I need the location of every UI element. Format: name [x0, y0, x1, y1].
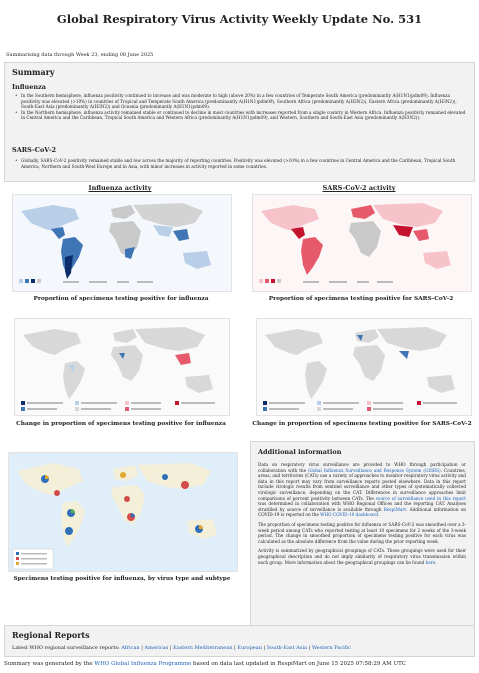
report-period: Summarising data through Week 23, ending 08 June 2025 [6, 52, 154, 58]
sars-points [15, 158, 467, 169]
sars-change-caption: Change in proportion of specimens testing positive for SARS-CoV-2 [252, 421, 472, 427]
additional-info-heading: Additional information [258, 448, 342, 456]
influenza-point-south: • In the Southern hemisphere, influenza positivity continued to increase and was moderate to high (above 20%) in a few countries of Temperate South America (predominantly A(H1N1)pdm09). Influenza positivity was elevated (>10%) in countries of Tropical and Temperate South America (predominantly A(H1N1)pdm09), Southern Africa (predominantly A(H3N2)), Eastern Africa (predominantly A(H3N2)), South-East Asia (predominantly A(H3N2)) and Oceania (predominantly A(H1N1)pdm09). [15, 93, 467, 110]
region-separator: | [261, 645, 267, 651]
respimart-link[interactable]: RespiMart [383, 506, 407, 512]
region-link-european[interactable]: European [237, 645, 262, 651]
influenza-activity-title: Influenza activity [88, 184, 152, 192]
influenza-change-caption: Change in proportion of specimens testing positive for influenza [16, 421, 226, 427]
additional-p1-text-b: . Countries, areas, and territories (CATs) use a variety of approaches to monitor respiratory virus activity and data in this report may vary from surveillance reports posted elsewhere. Data in this report include virologic results from sentinel surveillance and other types of systematically collected virologic surveillance, depending on the CAT. Differences in surveillance approaches limit comparisons of percent positivity between CATs. The [258, 467, 466, 501]
sars-proportion-map [252, 194, 472, 292]
influenza-change-map [14, 318, 230, 416]
regional-intro: Latest WHO regional surveillance reports: [12, 645, 122, 651]
region-separator: | [306, 645, 312, 651]
region-link-americas[interactable]: Americas [144, 645, 169, 651]
summary-panel [4, 62, 475, 182]
influenza-subtype-caption: Specimens testing positive for influenza, by virus type and subtype [13, 576, 231, 582]
additional-p1-text-c: was determined in collaboration with WHO Regional Offices and the reporting CAT. Analyses stratified by source of surveillance is available through [258, 501, 466, 512]
additional-paragraph-3 [258, 548, 466, 565]
page-title: Global Respiratory Virus Activity Weekly Update No. 531 [56, 12, 423, 26]
sars-change-map [256, 318, 472, 416]
additional-p1-text-a: Data on respiratory virus surveillance are provided to WHO through participation or collaboration with the [258, 462, 466, 473]
region-link-western-pacific[interactable]: Western Pacific [311, 645, 351, 651]
region-separator: | [139, 645, 145, 651]
summary-heading: Summary [12, 67, 55, 77]
influenza-proportion-caption: Proportion of specimens testing positive for influenza [33, 296, 209, 302]
additional-p3-text-a: Activity is summarized by geographical groupings of CATs. These groupings were used for their geographical description and do not imply similarity of respiratory virus transmission within each group. More information about the geographical groupings can be found [258, 548, 466, 565]
additional-info-panel [250, 441, 475, 638]
region-link-south-east-asia[interactable]: South-East Asia [266, 645, 307, 651]
footer-text-b: based on data last updated in RespiMart on June 15 2025 07:58:29 AM UTC [191, 661, 407, 667]
region-link-african[interactable]: African [121, 645, 140, 651]
influenza-proportion-map [12, 194, 232, 292]
sars-proportion-caption: Proportion of specimens testing positive for SARS-CoV-2 [268, 296, 454, 302]
covid-dashboard-link[interactable]: WHO COVID-19 dashboard [320, 512, 379, 518]
influenza-point-north: • In the Northern hemisphere, influenza activity remained stable or continued to decline in most countries with increases reported from a single country in Western Africa. Influenza positivity remained elevated in Central America and the Caribbean, Tropical South America and Western Africa (predominantly A(H1N1)pdm09), and Western, Southern and South-East Asia (predominantly A(H3N2)). [15, 110, 467, 121]
region-separator: | [232, 645, 238, 651]
groupings-here-link[interactable]: here [425, 559, 436, 565]
region-link-eastern-mediterranean[interactable]: Eastern Mediterranean [173, 645, 233, 651]
influenza-points [15, 93, 467, 121]
footer-text-a: Summary was generated by the [4, 661, 95, 667]
additional-p3-text-b: . [435, 559, 437, 565]
additional-p1-text-d: . Additional information on COVID-19 is reported on the [258, 506, 466, 518]
influenza-heading: Influenza [12, 83, 46, 91]
additional-paragraph-2: The proportion of specimens testing positive for influenza or SARS-CoV-2 was smoothed over a 3-week period among CATs who reported testing at least 10 specimens for 2 weeks of the 3-week period. The change in smoothed proportion of specimens testing positive for each virus was calculated as the absolute difference from the value during the prior reporting week. [258, 521, 466, 544]
sars-point-global: • Globally, SARS-CoV-2 positivity remained stable and low across the majority of reporting countries. Positivity was elevated (>10%) in a few countries in Central America and the Caribbean, Tropical South America, Northern and South-West Europe and in Asia, with minor increases in activity reported in some countries. [15, 158, 467, 169]
regional-reports-panel [4, 625, 475, 657]
region-separator: | [168, 645, 174, 651]
additional-paragraph-1 [258, 462, 466, 518]
sars-heading: SARS-CoV-2 [12, 146, 57, 154]
footer-note [4, 661, 406, 667]
regional-reports-line [12, 645, 351, 651]
gip-link[interactable]: WHO Global Influenza Programme [94, 661, 192, 667]
sars-activity-title: SARS-CoV-2 activity [322, 184, 396, 192]
additional-info-text [258, 462, 466, 565]
surveillance-source-link[interactable]: source of surveillance used in this report [375, 495, 466, 501]
regional-reports-heading: Regional Reports [12, 630, 90, 640]
gisrs-link[interactable]: Global Influenza Surveillance and Response System (GISRS) [308, 467, 441, 473]
influenza-subtype-map [8, 452, 238, 572]
additional-p1-text-e: . [378, 512, 380, 518]
